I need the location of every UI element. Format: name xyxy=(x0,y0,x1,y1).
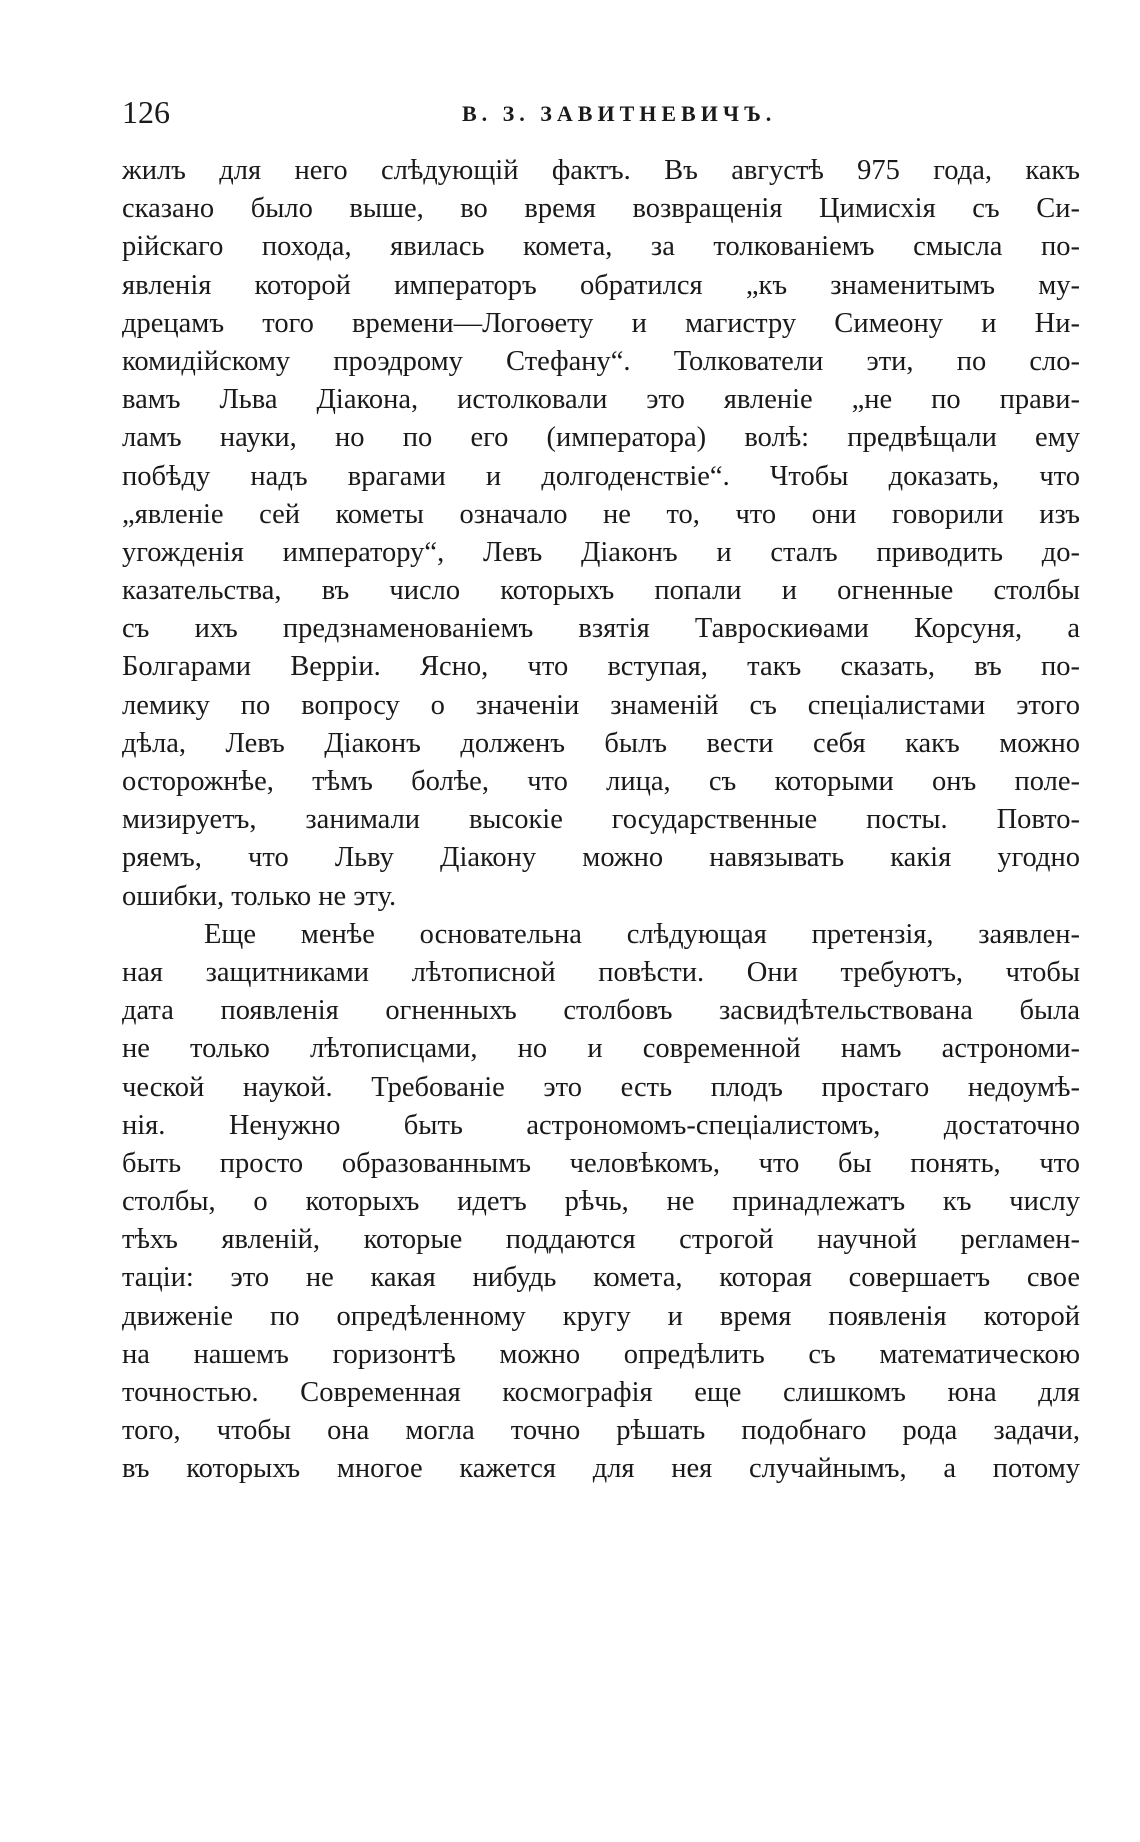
text-body xyxy=(122,152,1080,1489)
running-title: В. З. ЗАВИТНЕВИЧЪ. xyxy=(462,101,777,126)
text-line: Еще менѣе основательна слѣдующая претензія, заявлен- xyxy=(204,918,1080,950)
text-line: мизируетъ, занимали высокіе государственные посты. Повто- xyxy=(122,804,1080,836)
paragraph-2 xyxy=(122,916,1080,1489)
running-head xyxy=(122,92,1082,132)
text-line: не только лѣтописцами, но и современной намъ астрономи- xyxy=(122,1033,1080,1065)
text-line: быть просто образованнымъ человѣкомъ, что бы понять, что xyxy=(122,1147,1080,1179)
text-line: лемику по вопросу о значеніи знаменій съ спеціалистами этого xyxy=(122,689,1080,721)
paragraph-1 xyxy=(122,152,1080,916)
text-line: ламъ науки, но по его (императора) волѣ: предвѣщали ему xyxy=(122,422,1080,454)
page-number: 126 xyxy=(122,94,170,130)
text-line: явленія которой императоръ обратился „къ знаменитымъ му- xyxy=(122,269,1080,301)
text-line: осторожнѣе, тѣмъ болѣе, что лица, съ которыми онъ поле- xyxy=(122,766,1080,797)
text-line: побѣду надъ врагами и долгоденствіе“. Чтобы доказать, что xyxy=(122,460,1080,492)
text-line: на нашемъ горизонтѣ можно опредѣлить съ математическою xyxy=(122,1338,1080,1370)
text-line: движеніе по опредѣленному кругу и время появленія которой xyxy=(122,1300,1080,1332)
text-line: „явленіе сей кометы означало не то, что они говорили изъ xyxy=(122,498,1080,530)
text-line: тѣхъ явленій, которые поддаются строгой научной регламен- xyxy=(122,1224,1080,1256)
text-line: точностью. Современная космографія еще слишкомъ юна для xyxy=(122,1377,1080,1408)
text-line: ряемъ, что Льву Діакону можно навязывать какія угодно xyxy=(122,842,1080,874)
text-line: дѣла, Левъ Діаконъ долженъ былъ вести себя какъ можно xyxy=(122,727,1080,759)
text-line: того, чтобы она могла точно рѣшать подобнаго рода задачи, xyxy=(122,1415,1080,1447)
text-line: въ которыхъ многое кажется для нея случайнымъ, а потому xyxy=(122,1453,1080,1485)
text-line: жилъ для него слѣдующій фактъ. Въ августѣ 975 года, какъ xyxy=(122,155,1080,186)
text-line: Болгарами Верріи. Ясно, что вступая, такъ сказать, въ по- xyxy=(122,651,1080,683)
text-line: ошибки, только не эту. xyxy=(122,880,397,912)
text-line: столбы, о которыхъ идетъ рѣчь, не принадлежатъ къ числу xyxy=(122,1186,1080,1218)
text-line: вамъ Льва Діакона, истолковали это явленіе „не по прави- xyxy=(122,384,1080,416)
text-line: рійскаго похода, явилась комета, за толкованіемъ смысла по- xyxy=(122,231,1080,263)
text-line: ная защитниками лѣтописной повѣсти. Они требуютъ, чтобы xyxy=(122,956,1080,988)
text-line: нія. Ненужно быть астрономомъ-спеціалистомъ, достаточно xyxy=(122,1109,1080,1141)
text-line: съ ихъ предзнаменованіемъ взятія Тавроскиѳами Корсуня, а xyxy=(122,613,1080,645)
text-line: дата появленія огненныхъ столбовъ засвидѣтельствована была xyxy=(122,995,1080,1027)
text-line: таціи: это не какая нибудь комета, которая совершаетъ свое xyxy=(122,1262,1080,1294)
text-line: дрецамъ того времени—Логоѳету и магистру Симеону и Ни- xyxy=(122,307,1080,339)
text-line: казательства, въ число которыхъ попали и огненные столбы xyxy=(122,575,1080,607)
text-line: ческой наукой. Требованіе это есть плодъ простаго недоумѣ- xyxy=(122,1071,1080,1103)
text-line: сказано было выше, во время возвращенія Цимисхія съ Си- xyxy=(122,193,1080,225)
text-line: комидійскому проэдрому Стефану“. Толкователи эти, по сло- xyxy=(122,345,1080,377)
text-line: угожденія императору“, Левъ Діаконъ и сталъ приводить до- xyxy=(122,536,1080,568)
